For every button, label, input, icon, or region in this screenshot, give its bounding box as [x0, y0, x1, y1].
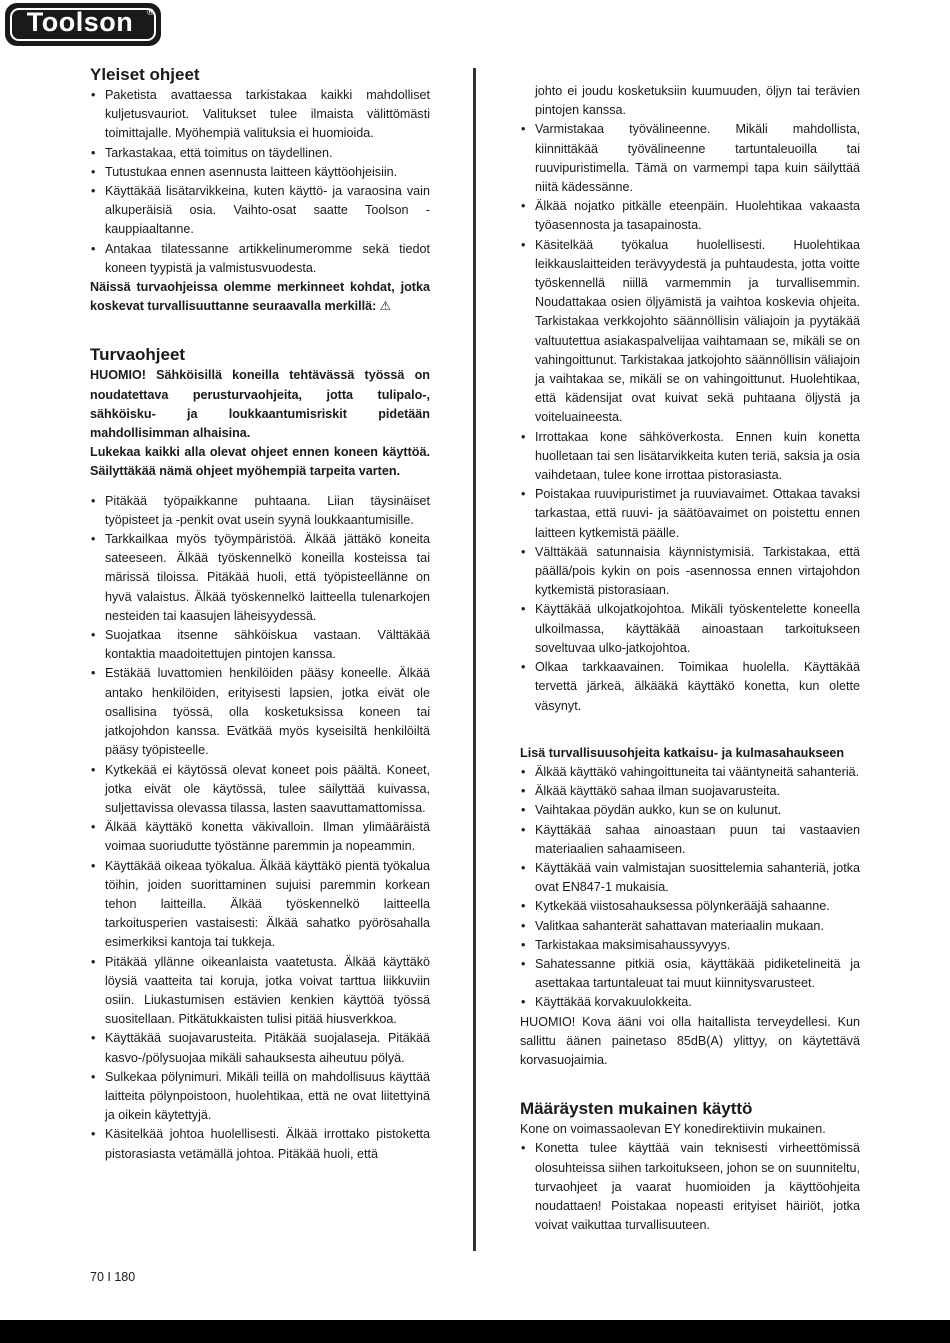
list-item: • Paketista avattaessa tarkistakaa kaikki mahdolliset kuljetusvauriot. Valitukset tulee ilmaista välittömästi toimittajalle. Myöhempiä valituksia ei huomioida.	[90, 86, 430, 144]
list-item: • Älkää käyttäkö sahaa ilman suojavarusteita.	[520, 782, 860, 801]
list-item: • Käyttäkää oikeaa työkalua. Älkää käyttäkö pientä työkalua töihin, joiden suorittaminen sujuisi paremmin korkean tehon laitteilla. Älkää työskennelkö laitteella tarkoitusperien vastaisesti: Älkää sahatko pyörösahalla esimerkiksi kantoja tai tukkeja.	[90, 857, 430, 953]
safety-read-note: Lukekaa kaikki alla olevat ohjeet ennen koneen käyttöä. Säilyttäkää nämä ohjeet myöhempiä tarpeita varten.	[90, 445, 430, 479]
safety-warning: HUOMIO! Sähköisillä koneilla tehtävässä työssä on noudatettava perusturvaohjeita, jotta tulipalo-, sähköisku- ja loukkaantumisriskit pidetään mahdollisimman alhaisina.	[90, 368, 430, 441]
list-item: • Olkaa tarkkaavainen. Toimikaa huolella. Käyttäkää tervettä järkeä, älkääkä käyttäkö konetta, kun olette väsynyt.	[520, 658, 860, 716]
safety-list	[90, 492, 430, 1164]
list-item: • Älkää käyttäkö vahingoittuneita tai vääntyneitä sahanteriä.	[520, 763, 860, 782]
list-item: • Suojatkaa itsenne sähköiskua vastaan. Välttäkää kontaktia maadoitettujen pintojen kanssa.	[90, 626, 430, 664]
saw-safety-list	[520, 763, 860, 1013]
list-item: • Pitäkää yllänne oikeanlaista vaatetusta. Älkää käyttäkö löysiä vaatteita tai koruja, jotka voivat tarttua liikkuviin osiin. Liukastumisen estävien kenkien käyttöä työssä suositellaan. Pitkätukkaisten tulisi pitää hiusverkkoa.	[90, 953, 430, 1030]
column-divider	[473, 68, 476, 1251]
list-item: • Käsitelkää työkalua huolellisesti. Huolehtikaa leikkauslaitteiden terävyydestä ja puhtaudesta, jotta voitte työskennellä niillä varmemmin ja turvallisemmin. Noudattakaa osien öljyämistä ja vaihtoa koskevia ohjeita. Tarkistakaa verkkojohto säännöllisin väliajoin ja pyytäkää valtuutettua asiakaspalvelijaa vaihtamaan se, mikäli se on vahingoittunut. Tarkistakaa jatkojohto säännöllisin väliajoin ja vaihtakaa se, mikäli se on vahingoittunut. Huolehtikaa, että kädensijat ovat kuivat sekä puhtaana öljystä ja voiteluaineesta.	[520, 236, 860, 428]
general-title: Yleiset ohjeet	[90, 65, 200, 84]
list-item: • Välttäkää satunnaisia käynnistymisiä. Tarkistakaa, että päällä/pois kykin on pois -asennossa ennen virtajohdon kytkemistä pistorasiaan.	[520, 543, 860, 601]
list-item: • Tarkastakaa, että toimitus on täydellinen.	[90, 144, 430, 163]
usage-title: Määräysten mukainen käyttö	[520, 1099, 753, 1119]
list-item: • Sahatessanne pitkiä osia, käyttäkää pidiketelineitä ja asettakaa tartuntaleuat tai muut kiinnitysvarusteet.	[520, 955, 860, 993]
list-item: • Valitkaa sahanterät sahattavan materiaalin mukaan.	[520, 917, 860, 936]
continued-text: johto ei joudu kosketuksiin kuumuuden, öljyn tai terävien pintojen kanssa.	[535, 84, 860, 118]
safety-title: Turvaohjeet	[90, 345, 186, 365]
list-item: • Älkää käyttäkö konetta väkivalloin. Ilman ylimääräistä voimaa suoriudutte työstänne paremmin ja nopeammin.	[90, 818, 430, 856]
registered-mark: ®	[146, 8, 155, 18]
list-item: • Kytkekää viistosahauksessa pölynkerääjä sahaanne.	[520, 897, 860, 916]
list-item: • Kytkekää ei käytössä olevat koneet pois päältä. Koneet, jotka eivät ole käytössä, tulee säilyttää kuivassa, suljettavissa olevassa tilassa, lasten saavuttamattomissa.	[90, 761, 430, 819]
usage-list	[520, 1139, 860, 1235]
page-number: 70 I 180	[90, 1270, 136, 1284]
list-item: • Käyttäkää sahaa ainoastaan puun tai vastaavien materiaalien sahaamiseen.	[520, 821, 860, 859]
list-item: • Antakaa tilatessanne artikkelinumeromme sekä tiedot koneen tyypistä ja valmistusvuodesta.	[90, 240, 430, 278]
general-list	[90, 86, 430, 278]
list-item: • Käyttäkää lisätarvikkeina, kuten käyttö- ja varaosina vain alkuperäisiä osia. Vaihto-osat saatte Toolson -kauppiaaltanne.	[90, 182, 430, 240]
left-column	[90, 64, 430, 1164]
list-item: • Käyttäkää ulkojatkojohtoa. Mikäli työskentelette koneella ulkoilmassa, käyttäkää ainoastaan tarkoitukseen soveltuvaa ulko-jatkojohtoa.	[520, 600, 860, 658]
saw-safety-title: Lisä turvallisuusohjeita katkaisu- ja kulmasahaukseen	[520, 745, 845, 760]
right-column	[520, 82, 860, 1235]
list-item: • Tarkkailkaa myös työympäristöä. Älkää jättäkö koneita sateeseen. Älkää työskennelkö koneilla kosteissa tai märissä tiloissa. Pitäkää huoli, että työpisteellänne on hyvä valaistus. Älkää työskennelkö laitteella tulenarkojen nesteiden tai kaasujen läheisyydessä.	[90, 530, 430, 626]
list-item: • Tarkistakaa maksimisahaussyvyys.	[520, 936, 860, 955]
list-item: • Tutustukaa ennen asennusta laitteen käyttöohjeisiin.	[90, 163, 430, 182]
list-item: • Varmistakaa työvälineenne. Mikäli mahdollista, kiinnittäkää työvälineenne tartuntaleuoilla tai ruuvipuristimella. Tämä on varmempi tapa kuin säilyttää niitä kädessänne.	[520, 120, 860, 197]
warning-symbol-note: Näissä turvaohjeissa olemme merkinneet kohdat, jotka koskevat turvallisuuttanne seuraavalla merkillä: ⚠	[90, 280, 430, 314]
list-item: • Konetta tulee käyttää vain teknisesti virheettömissä olosuhteissa siihen tarkoitukseen, johon se on suunniteltu, turvaohjeet ja vaarat huomioiden ja käyttöohjeita noudattaen! Poistakaa nopeasti erityiset häiriöt, jotka voivat vaikuttaa turvallisuuteen.	[520, 1139, 860, 1235]
list-item: • Irrottakaa kone sähköverkosta. Ennen kuin konetta huolletaan tai sen lisätarvikkeita kuten teriä, saksia ja osia vaihdetaan, tulee kone irrottaa pistorasiasta.	[520, 428, 860, 486]
list-item: • Sulkekaa pölynimuri. Mikäli teillä on mahdollisuus käyttää laitteita pölynpoistoon, huolehtikaa, että ne ovat liitettyinä ja oikein käytettyjä.	[90, 1068, 430, 1126]
footer-bar	[0, 1320, 950, 1343]
list-item: • Käyttäkää suojavarusteita. Pitäkää suojalaseja. Pitäkää kasvo-/pölysuojaa mikäli sahauksesta aiheutuu pölyä.	[90, 1029, 430, 1067]
list-item: • Poistakaa ruuvipuristimet ja ruuviavaimet. Ottakaa tavaksi tarkastaa, että ruuvi- ja säätöavaimet on poistettu ennen laitteen kytkemistä päälle.	[520, 485, 860, 543]
usage-text: Kone on voimassaolevan EY konedirektiivin mukainen.	[520, 1122, 826, 1137]
noise-warning: HUOMIO! Kova ääni voi olla haitallista terveydellesi. Kun sallittu äänen painetaso 85dB(A) ylittyy, on käytettävä korvasuojaimia.	[520, 1014, 860, 1067]
list-item: • Pitäkää työpaikkanne puhtaana. Liian täysinäiset työpisteet ja -penkit ovat usein syynä loukkaantumisille.	[90, 492, 430, 530]
brand-name: Toolson	[26, 7, 134, 37]
list-item: • Vaihtakaa pöydän aukko, kun se on kulunut.	[520, 801, 860, 820]
list-item: • Estäkää luvattomien henkilöiden pääsy koneelle. Älkää antako henkilöiden, erityisesti lapsien, jotka eivät ole osallisina työssä, olla kosketuksissa koneen tai jatkojohdon kanssa. Evätkää myös kyseisiltä henkilöiltä pääsy työpisteelle.	[90, 664, 430, 760]
list-item: • Älkää nojatko pitkälle eteenpäin. Huolehtikaa vakaasta työasennosta ja tasapainosta.	[520, 197, 860, 235]
list-item: • Käyttäkää vain valmistajan suosittelemia sahanteriä, jotka ovat EN847-1 mukaisia.	[520, 859, 860, 897]
list-item: • Käyttäkää korvakuulokkeita.	[520, 993, 860, 1012]
brand-logo	[5, 3, 161, 46]
list-item: • Käsitelkää johtoa huolellisesti. Älkää irrottako pistoketta pistorasiasta vetämällä johtoa. Pitäkää huoli, että	[90, 1125, 430, 1163]
safety-list-continued	[520, 120, 860, 715]
